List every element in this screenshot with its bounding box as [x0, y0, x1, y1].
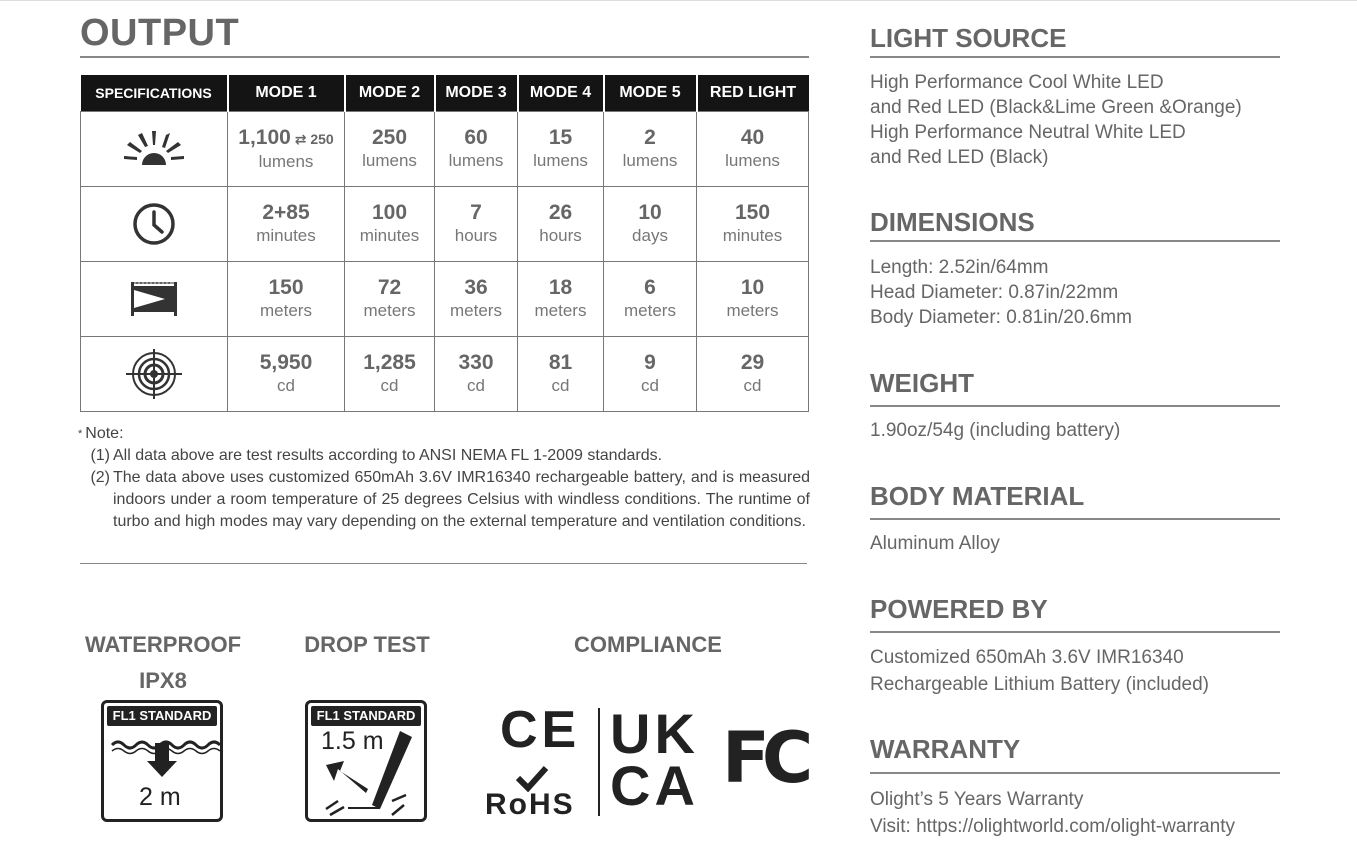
cell-value: 60 — [464, 126, 488, 149]
warranty-heading: WARRANTY — [870, 734, 1021, 764]
light-source-rule — [870, 56, 1280, 58]
light-source-line: High Performance Neutral White LED — [870, 122, 1186, 143]
warranty-rule — [870, 772, 1280, 774]
cell-unit: lumens — [725, 151, 780, 170]
compliance-divider — [598, 708, 600, 816]
cell-unit: meters — [726, 301, 779, 320]
powered-by-line: Customized 650mAh 3.6V IMR16340 — [870, 647, 1184, 668]
light-source-line: and Red LED (Black&Lime Green &Orange) — [870, 97, 1242, 118]
cell-value: 29 — [740, 351, 765, 374]
note-text: All data above are test results according to ANSI NEMA FL 1-2009 standards. — [113, 447, 663, 464]
note-item — [78, 467, 810, 533]
rohs-mark: RoHS — [485, 788, 575, 821]
weight-rule — [870, 405, 1280, 407]
cell-unit: minutes — [722, 226, 783, 245]
cell-mode-4-distance — [518, 262, 604, 337]
header-mode-1: MODE 1 — [228, 75, 345, 112]
table-header-row — [81, 75, 809, 112]
cell-value: 15 — [548, 126, 573, 149]
note-text: The data above uses customized 650mAh 3.6V IMR16340 rechargeable battery, and is measured indoors under a room temperature of 25 degrees Celsius with windless conditions. The runtime of turbo and high modes may vary depending on the external temperature and ventilation conditions. — [113, 469, 810, 530]
notes-divider — [80, 563, 807, 564]
cell-mode-1-intensity — [228, 337, 345, 412]
cell-unit: lumens — [622, 151, 678, 170]
weight-line: 1.90oz/54g (including battery) — [870, 420, 1121, 441]
powered-by-line: Rechargeable Lithium Battery (included) — [870, 674, 1210, 695]
dimensions-line: Head Diameter: 0.87in/22mm — [870, 282, 1119, 303]
drop-test-badge — [305, 700, 427, 822]
note-number: (2) — [90, 469, 110, 486]
table-row-lumens — [81, 112, 809, 187]
waterproof-rating: IPX8 — [139, 668, 187, 693]
cell-value: 1,100 — [238, 125, 291, 149]
cell-unit: lumens — [448, 151, 504, 170]
ukca-bottom: CA — [610, 754, 699, 817]
ce-mark: CE — [500, 701, 581, 759]
note-asterisk: * — [78, 428, 83, 440]
cell-subvalue: ⇄ 250 — [290, 130, 334, 147]
light-source-heading: LIGHT SOURCE — [870, 23, 1067, 53]
body-material-rule — [870, 518, 1280, 520]
cell-mode-3-distance — [435, 262, 518, 337]
output-spec-table — [80, 75, 809, 412]
cell-unit: cd — [551, 376, 570, 395]
cell-unit: meters — [624, 301, 676, 320]
waterproof-depth: 2 m — [139, 783, 181, 811]
body-material-text — [870, 531, 1000, 556]
table-row-distance — [81, 262, 809, 337]
cell-unit: lumens — [533, 151, 588, 170]
drop-impact-icon — [308, 723, 424, 819]
output-title-rule — [80, 56, 809, 58]
cell-mode-1-distance — [228, 262, 345, 337]
table-row-intensity — [81, 337, 809, 412]
cell-value: 7 — [470, 201, 482, 224]
cell-mode-3-runtime — [435, 187, 518, 262]
cell-value: 10 — [740, 276, 765, 299]
cell-unit: cd — [743, 376, 762, 395]
fcc-mark: FC — [722, 717, 806, 799]
cell-unit: meters — [450, 301, 502, 320]
compliance-title: COMPLIANCE — [574, 632, 722, 657]
cell-mode-5-lumens — [604, 112, 697, 187]
cell-value: 100 — [371, 201, 408, 224]
cell-value: 2+85 — [262, 201, 310, 224]
waterproof-badge — [101, 700, 223, 822]
note-label-line — [78, 423, 810, 445]
powered-by-heading: POWERED BY — [870, 594, 1048, 624]
body-material-line: Aluminum Alloy — [870, 533, 1000, 554]
cell-mode-1-runtime — [228, 187, 345, 262]
header-red-light: RED LIGHT — [697, 75, 809, 112]
cell-mode-5-intensity — [604, 337, 697, 412]
light-source-text — [870, 70, 1242, 170]
brightness-icon — [122, 129, 186, 169]
warranty-line: Olight’s 5 Years Warranty — [870, 789, 1084, 810]
header-mode-3: MODE 3 — [435, 75, 518, 112]
cell-red-light-intensity — [697, 337, 809, 412]
header-mode-2: MODE 2 — [345, 75, 435, 112]
cell-unit: hours — [454, 226, 498, 245]
drop-test-standard-label: FL1 STANDARD — [311, 706, 421, 726]
header-mode-4: MODE 4 — [518, 75, 604, 112]
cell-red-light-runtime — [697, 187, 809, 262]
drop-test-height: 1.5 m — [321, 727, 384, 755]
row-icon-cell — [81, 337, 228, 412]
cell-mode-5-runtime — [604, 187, 697, 262]
cell-value: 40 — [740, 126, 765, 149]
cell-mode-1-lumens — [228, 112, 345, 187]
cell-value: 26 — [548, 201, 573, 224]
cell-value: 36 — [464, 276, 488, 299]
cell-value: 6 — [644, 276, 656, 299]
cell-mode-2-lumens — [345, 112, 435, 187]
cell-unit: meters — [534, 301, 587, 320]
dimensions-line: Length: 2.52in/64mm — [870, 257, 1049, 278]
cell-value: 81 — [548, 351, 573, 374]
row-icon-cell — [81, 262, 228, 337]
cell-mode-3-intensity — [435, 337, 518, 412]
top-divider — [0, 0, 1357, 1]
header-specifications: SPECIFICATIONS — [81, 75, 228, 112]
water-depth-icon — [104, 727, 220, 779]
cell-value: 2 — [644, 126, 656, 149]
cell-value: 150 — [268, 276, 304, 299]
powered-by-rule — [870, 631, 1280, 633]
cell-unit: lumens — [258, 151, 314, 171]
cell-mode-4-runtime — [518, 187, 604, 262]
cell-unit: cd — [380, 376, 399, 395]
note-item — [78, 445, 810, 467]
cell-mode-2-distance — [345, 262, 435, 337]
cell-unit: cd — [277, 376, 295, 395]
cell-value: 330 — [458, 351, 494, 374]
output-title: OUTPUT — [80, 12, 240, 54]
row-icon-cell — [81, 112, 228, 187]
dimensions-text — [870, 255, 1132, 330]
cell-value: 72 — [377, 276, 402, 299]
cell-mode-3-lumens — [435, 112, 518, 187]
cell-value: 9 — [644, 351, 656, 374]
waterproof-standard-label: FL1 STANDARD — [107, 706, 217, 726]
cell-subvalue-text: 250 — [310, 130, 334, 147]
dimensions-heading: DIMENSIONS — [870, 207, 1035, 237]
weight-text — [870, 418, 1120, 443]
waterproof-title: WATERPROOF — [84, 632, 242, 657]
cell-value: 150 — [734, 201, 771, 224]
cell-value: 18 — [548, 276, 573, 299]
cell-value: 5,950 — [259, 351, 313, 374]
warranty-text — [870, 786, 1235, 840]
cell-mode-5-distance — [604, 262, 697, 337]
row-icon-cell — [81, 187, 228, 262]
dimensions-line: Body Diameter: 0.81in/20.6mm — [870, 307, 1132, 328]
cell-mode-2-runtime — [345, 187, 435, 262]
cell-unit: hours — [539, 226, 582, 245]
cell-unit: meters — [260, 301, 312, 320]
cell-red-light-lumens — [697, 112, 809, 187]
weight-heading: WEIGHT — [870, 368, 974, 398]
dimensions-rule — [870, 240, 1280, 242]
notes-block — [78, 423, 810, 533]
note-number: (1) — [90, 447, 110, 464]
beam-distance-icon — [129, 279, 179, 319]
cell-mode-2-intensity — [345, 337, 435, 412]
powered-by-text — [870, 644, 1209, 698]
cell-unit: minutes — [359, 226, 420, 245]
warranty-url[interactable]: Visit: https://olightworld.com/olight-warranty — [870, 816, 1236, 837]
cell-unit: lumens — [362, 151, 417, 170]
cell-mode-4-intensity — [518, 337, 604, 412]
cell-value: 1,285 — [363, 351, 416, 374]
target-intensity-icon — [125, 349, 183, 399]
header-mode-5: MODE 5 — [604, 75, 697, 112]
drop-test-title: DROP TEST — [304, 632, 430, 657]
cell-unit: cd — [467, 376, 485, 395]
ukca-top: UK — [610, 702, 699, 765]
cell-unit: days — [632, 226, 668, 245]
note-label: Note: — [85, 425, 124, 442]
clock-icon — [131, 201, 177, 247]
cell-mode-4-lumens — [518, 112, 604, 187]
body-material-heading: BODY MATERIAL — [870, 481, 1085, 511]
table-row-runtime — [81, 187, 809, 262]
light-source-line: High Performance Cool White LED — [870, 72, 1164, 93]
cell-unit: minutes — [256, 226, 316, 245]
cell-value: 250 — [371, 126, 408, 149]
cell-value: 10 — [638, 201, 662, 224]
cell-unit: meters — [363, 301, 416, 320]
light-source-line: and Red LED (Black) — [870, 147, 1049, 168]
cell-unit: cd — [641, 376, 659, 395]
cell-red-light-distance — [697, 262, 809, 337]
